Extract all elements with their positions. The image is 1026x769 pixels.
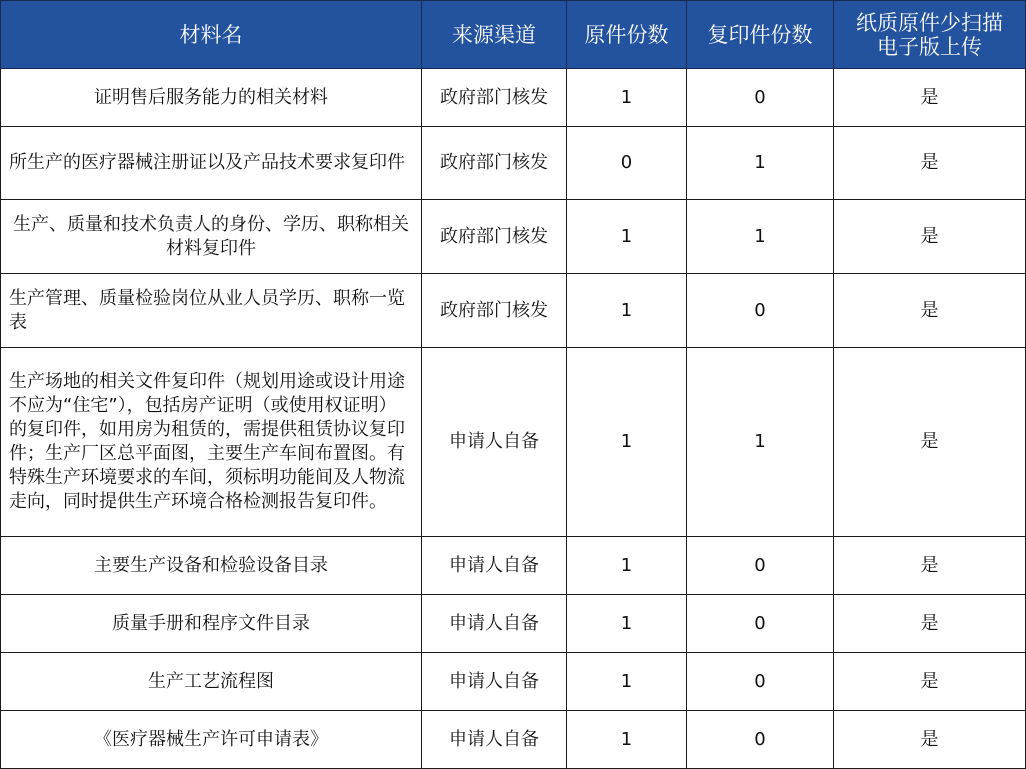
material-name-cell: 生产、质量和技术负责人的身份、学历、职称相关材料复印件 [1,200,422,274]
source-cell: 申请人自备 [422,348,567,537]
source-cell: 政府部门核发 [422,200,567,274]
table-row [1,69,1026,127]
original-count-cell: 1 [567,711,687,769]
table-row [1,711,1026,769]
material-name-cell: 生产场地的相关文件复印件（规划用途或设计用途不应为“住宅”），包括房产证明（或使用权证明）的复印件，如用房为租赁的，需提供租赁协议复印件；生产厂区总平面图，主要生产车间布置图。有特殊生产环境要求的车间，须标明功能间及人物流走向，同时提供生产环境合格检测报告复印件。 [1,348,422,537]
scan-upload-cell: 是 [834,348,1026,537]
header-original-count: 原件份数 [567,1,687,69]
source-cell: 政府部门核发 [422,127,567,200]
table-row [1,200,1026,274]
source-cell: 申请人自备 [422,537,567,595]
table-row [1,127,1026,200]
source-cell: 申请人自备 [422,653,567,711]
material-name-cell: 《医疗器械生产许可申请表》 [1,711,422,769]
original-count-cell: 1 [567,348,687,537]
scan-upload-cell: 是 [834,711,1026,769]
original-count-cell: 0 [567,127,687,200]
table-row [1,595,1026,653]
scan-upload-cell: 是 [834,127,1026,200]
table-row [1,274,1026,348]
scan-upload-cell: 是 [834,595,1026,653]
source-cell: 申请人自备 [422,595,567,653]
material-name-cell: 所生产的医疗器械注册证以及产品技术要求复印件 [1,127,422,200]
copy-count-cell: 0 [687,653,834,711]
copy-count-cell: 0 [687,69,834,127]
scan-upload-cell: 是 [834,200,1026,274]
table-row [1,653,1026,711]
material-name-cell: 生产工艺流程图 [1,653,422,711]
table-row [1,348,1026,537]
header-scan-upload: 纸质原件少扫描电子版上传 [834,1,1026,69]
scan-upload-cell: 是 [834,274,1026,348]
original-count-cell: 1 [567,274,687,348]
copy-count-cell: 0 [687,537,834,595]
material-name-cell: 主要生产设备和检验设备目录 [1,537,422,595]
source-cell: 政府部门核发 [422,69,567,127]
original-count-cell: 1 [567,537,687,595]
copy-count-cell: 0 [687,595,834,653]
material-name-cell: 质量手册和程序文件目录 [1,595,422,653]
material-name-cell: 生产管理、质量检验岗位从业人员学历、职称一览表 [1,274,422,348]
scan-upload-cell: 是 [834,69,1026,127]
copy-count-cell: 1 [687,200,834,274]
scan-upload-cell: 是 [834,653,1026,711]
scan-upload-cell: 是 [834,537,1026,595]
original-count-cell: 1 [567,595,687,653]
copy-count-cell: 0 [687,274,834,348]
header-source-channel: 来源渠道 [422,1,567,69]
material-name-cell: 证明售后服务能力的相关材料 [1,69,422,127]
header-material-name: 材料名 [1,1,422,69]
copy-count-cell: 0 [687,711,834,769]
copy-count-cell: 1 [687,348,834,537]
header-row [1,1,1026,69]
header-copy-count: 复印件份数 [687,1,834,69]
copy-count-cell: 1 [687,127,834,200]
original-count-cell: 1 [567,69,687,127]
source-cell: 政府部门核发 [422,274,567,348]
source-cell: 申请人自备 [422,711,567,769]
original-count-cell: 1 [567,200,687,274]
original-count-cell: 1 [567,653,687,711]
table-row [1,537,1026,595]
